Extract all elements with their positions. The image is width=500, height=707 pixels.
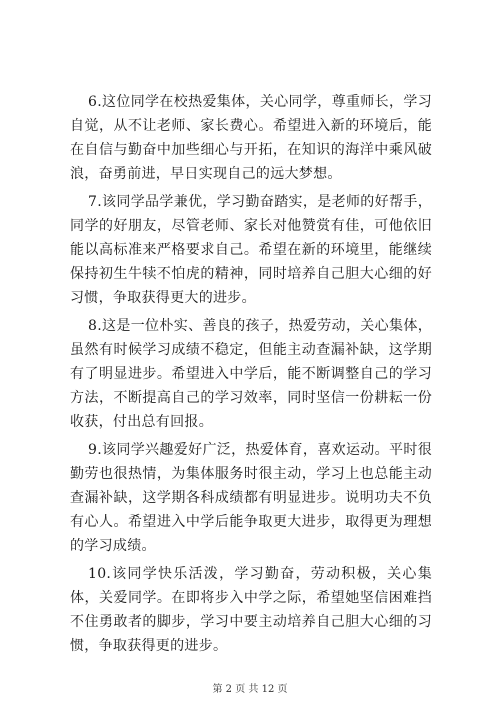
paragraph-6: 6.这位同学在校热爱集体，关心同学，尊重师长，学习自觉，从不让老师、家长费心。希望进入新的环境后，能在自信与勤奋中加些细心与开拓，在知识的海洋中乘风破浪，奋勇前进，早日实现自己的远大梦想。 xyxy=(70,94,432,182)
paragraph-7: 7.该同学品学兼优，学习勤奋踏实，是老师的好帮手，同学的好朋友，尽管老师、家长对他赞赏有佳，可他依旧能以高标准来严格要求自己。希望在新的环境里，能继续保持初生牛犊不怕虎的精神，同时培养自己胆大心细的好习惯，争取获得更大的进步。 xyxy=(70,194,432,306)
paragraph-10: 10.该同学快乐活泼，学习勤奋，劳动积极，关心集体，关爱同学。在即将步入中学之际，希望她坚信困难挡不住勇敢者的脚步，学习中要主动培养自己胆大心细的习惯，争取获得更的进步。 xyxy=(70,566,432,654)
page-number-footer: 第 2 页 共 12 页 xyxy=(212,684,288,695)
document-body xyxy=(70,90,432,662)
paragraph-9: 9.该同学兴趣爱好广泛，热爱体育，喜欢运动。平时很勤劳也很热情，为集体服务时很主动，学习上也总能主动查漏补缺，这学期各科成绩都有明显进步。说明功夫不负有心人。希望进入中学后能争取更大进步，取得更为理想的学习成绩。 xyxy=(70,442,432,554)
paragraph-8: 8.这是一位朴实、善良的孩子，热爱劳动，关心集体，虽然有时候学习成绩不稳定，但能主动查漏补缺，这学期有了明显进步。希望进入中学后，能不断调整自己的学习方法，不断提高自己的学习效率，同时坚信一份耕耘一份收获，付出总有回报。 xyxy=(70,318,432,430)
